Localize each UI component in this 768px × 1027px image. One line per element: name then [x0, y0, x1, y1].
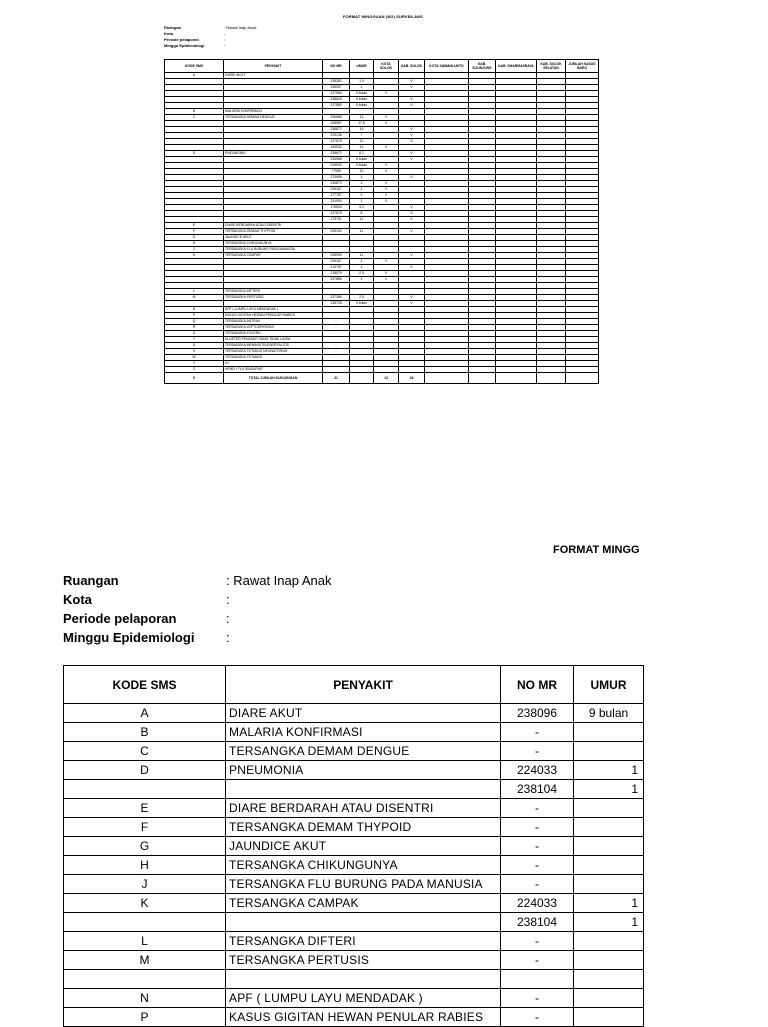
kode-cell: A: [165, 73, 224, 79]
penyakit-cell: [226, 970, 501, 989]
table-row: [64, 970, 644, 989]
no-mr-cell: -: [323, 349, 350, 355]
empty-cell: [469, 373, 496, 384]
kode-cell: Y: [165, 361, 224, 367]
header-value: :: [226, 630, 230, 645]
column-header: JUMLAH KASUS BARU: [566, 60, 599, 73]
kab-solok-cell: V: [399, 265, 425, 271]
kode-cell: E: [165, 223, 224, 229]
kota-solok-cell: V: [374, 91, 399, 97]
header-value: :: [226, 592, 230, 607]
kode-cell: U: [165, 343, 224, 349]
header-field: [63, 609, 332, 628]
kode-cell: N: [165, 307, 224, 313]
umur-cell: 9 bulan: [574, 704, 644, 723]
penyakit-cell: TERSANGKA TETANUS NEONATORUM: [224, 349, 323, 355]
umur-cell: 9 bulan: [350, 163, 374, 169]
no-mr-cell: 108987: [323, 121, 350, 127]
table-row: [64, 913, 644, 932]
kota-solok-cell: V: [374, 115, 399, 121]
umur-cell: 1: [574, 761, 644, 780]
no-mr-cell: -: [501, 875, 574, 894]
no-mr-cell: 224033: [501, 761, 574, 780]
kode-cell: H: [64, 856, 226, 875]
table-row: [64, 856, 644, 875]
kode-cell: C: [165, 115, 224, 121]
kota-solok-cell: V: [374, 145, 399, 151]
no-mr-cell: -: [323, 343, 350, 349]
total-row: [165, 373, 599, 384]
kab-solok-cell: V: [399, 103, 425, 109]
no-mr-cell: 77955: [323, 169, 350, 175]
penyakit-cell: TERSANGKA FLU BURUNG PADA MANUSIA: [224, 247, 323, 253]
kode-cell: J: [64, 875, 226, 894]
header-label: Kota: [164, 31, 173, 36]
column-header: PENYAKIT: [224, 60, 323, 73]
penyakit-cell: PNEUMONIA: [226, 761, 501, 780]
penyakit-cell: DIARE AKUT: [224, 73, 323, 79]
no-mr-cell: 238728: [323, 301, 350, 307]
penyakit-cell: PNEUMONIA: [224, 151, 323, 157]
umur-cell: 2: [350, 181, 374, 187]
kota-solok-cell: V: [374, 181, 399, 187]
kode-cell: H: [165, 241, 224, 247]
header-label: Minggu Epidemiologi: [63, 630, 195, 645]
penyakit-cell: TERSANGKA DEMAM DENGUE: [224, 115, 323, 121]
kode-cell: [64, 780, 226, 799]
kode-cell: L: [165, 289, 224, 295]
kode-cell: E: [64, 799, 226, 818]
total-no-mr: 31: [323, 373, 350, 384]
column-header: KOTA SAWAHLUNTO: [425, 60, 469, 73]
umur-cell: [574, 818, 644, 837]
no-mr-cell: -: [501, 742, 574, 761]
penyakit-cell: TERSANGKA CAMPAK: [226, 894, 501, 913]
no-mr-cell: 238383: [323, 79, 350, 85]
table-header-row: [165, 60, 599, 73]
column-header: KAB. SOLOK: [399, 60, 425, 73]
total-kab-solok: 18: [399, 373, 425, 384]
umur-cell: [574, 932, 644, 951]
header-field: [164, 43, 225, 49]
kode-cell: C: [64, 742, 226, 761]
umur-cell: 10: [350, 139, 374, 145]
no-mr-cell: 238104: [501, 913, 574, 932]
report-title-zoomed: FORMAT MINGG: [553, 544, 640, 556]
no-mr-cell: -: [501, 1008, 574, 1027]
kode-cell: G: [165, 235, 224, 241]
no-mr-cell: -: [501, 723, 574, 742]
umur-cell: 1: [350, 265, 374, 271]
kab-solok-cell: V: [399, 253, 425, 259]
empty-cell: [566, 373, 599, 384]
penyakit-cell: TERSANGKA DEMAM THYPOID: [224, 229, 323, 235]
kota-solok-cell: V: [374, 277, 399, 283]
no-mr-cell: 218079: [323, 271, 350, 277]
surveillance-table-zoomed: [63, 665, 644, 1027]
no-mr-cell: 238672: [323, 151, 350, 157]
kota-solok-cell: V: [374, 271, 399, 277]
umur-cell: [574, 875, 644, 894]
no-mr-cell: 238057: [323, 85, 350, 91]
no-mr-cell: 234968: [323, 157, 350, 163]
header-label: Periode pelaporan: [164, 37, 199, 42]
umur-cell: 8: [350, 211, 374, 217]
umur-cell: 8.2: [350, 151, 374, 157]
no-mr-cell: [501, 970, 574, 989]
kab-solok-cell: V: [399, 175, 425, 181]
penyakit-cell: TERSANGKA FLU BURUNG PADA MANUSIA: [226, 875, 501, 894]
umur-cell: 1: [350, 259, 374, 265]
header-field: [63, 628, 332, 647]
report-page-1: [0, 0, 768, 440]
umur-cell: 11: [350, 253, 374, 259]
penyakit-cell: TERSANGKA CAMPAK: [224, 253, 323, 259]
penyakit-cell: [226, 780, 501, 799]
kode-cell: W: [165, 355, 224, 361]
penyakit-cell: KASUS GIGITAN HEWAN PENULAR RABIES: [224, 313, 323, 319]
column-header: NO MR: [323, 60, 350, 73]
penyakit-cell: KASUS GIGITAN HEWAN PENULAR RABIES: [226, 1008, 501, 1027]
penyakit-cell: TERSANGKA PERTUSIS: [224, 295, 323, 301]
kota-solok-cell: V: [374, 187, 399, 193]
penyakit-cell: [226, 913, 501, 932]
column-header: UMUR: [574, 666, 644, 704]
umur-cell: 1.9: [350, 79, 374, 85]
kode-cell: L: [64, 932, 226, 951]
umur-cell: 17.5: [350, 121, 374, 127]
no-mr-cell: 237386: [323, 295, 350, 301]
no-mr-cell: -: [323, 361, 350, 367]
umur-cell: 4.3: [350, 205, 374, 211]
no-mr-cell: -: [501, 799, 574, 818]
umur-cell: [574, 799, 644, 818]
kode-cell: A: [64, 704, 226, 723]
umur-cell: 11: [350, 229, 374, 235]
kode-cell: F: [165, 229, 224, 235]
table-row: [64, 780, 644, 799]
total-kota-solok: 13: [374, 373, 399, 384]
umur-cell: [574, 951, 644, 970]
no-mr-cell: 223658: [323, 175, 350, 181]
no-mr-cell: -: [323, 367, 350, 373]
penyakit-cell: TERSANGKA ANTRAX: [224, 319, 323, 325]
penyakit-cell: TERSANGKA DIFTERI: [224, 289, 323, 295]
penyakit-cell: JAUNDICE AKUT: [226, 837, 501, 856]
kab-solok-cell: V: [399, 127, 425, 133]
column-header: KODE SMS: [64, 666, 226, 704]
kode-cell: B: [64, 723, 226, 742]
kab-solok-cell: V: [399, 85, 425, 91]
kab-solok-cell: V: [399, 217, 425, 223]
umur-cell: 2.5: [350, 271, 374, 277]
kode-cell: K: [165, 253, 224, 259]
empty-cell: [496, 373, 537, 384]
umur-cell: 9 bulan: [350, 301, 374, 307]
kode-cell: F: [64, 818, 226, 837]
penyakit-cell: TERSANGKA DEMAM THYPOID: [226, 818, 501, 837]
no-mr-cell: -: [501, 932, 574, 951]
umur-cell: 1: [350, 199, 374, 205]
penyakit-cell: TERSANGKA CHIKUNGUNYA: [224, 241, 323, 247]
penyakit-cell: TERSANGKA PERTUSIS: [226, 951, 501, 970]
header-value: :: [224, 43, 226, 48]
surveillance-table: [164, 59, 599, 384]
umur-cell: [574, 989, 644, 1008]
penyakit-cell: DIARE BERDARAH ATAU DISENTRI: [224, 223, 323, 229]
no-mr-cell: 177787: [323, 193, 350, 199]
kota-solok-cell: V: [374, 121, 399, 127]
total-label: TOTAL JUMLAH KUNJUNGAN: [224, 373, 323, 384]
kota-solok-cell: V: [374, 163, 399, 169]
empty-cell: [537, 373, 566, 384]
umur-cell: 1: [350, 187, 374, 193]
umur-cell: 9 bulan: [350, 91, 374, 97]
no-mr-cell: -: [323, 325, 350, 331]
penyakit-cell: MALARIA KONFIRMASI: [226, 723, 501, 742]
no-mr-cell: -: [323, 319, 350, 325]
kota-solok-cell: V: [374, 169, 399, 175]
table-row: [64, 704, 644, 723]
umur-cell: 9: [350, 193, 374, 199]
no-mr-cell: 213757: [323, 265, 350, 271]
no-mr-cell: 224033: [501, 894, 574, 913]
total-kode: X: [165, 373, 224, 384]
kode-cell: R: [165, 325, 224, 331]
penyakit-cell: JAUNDICE AKUT: [224, 235, 323, 241]
kab-solok-cell: V: [399, 151, 425, 157]
umur-cell: 2: [350, 277, 374, 283]
umur-cell: 11: [350, 217, 374, 223]
umur-cell: 1: [350, 85, 374, 91]
no-mr-cell: -: [501, 818, 574, 837]
kode-cell: D: [165, 151, 224, 157]
no-mr-cell: -: [501, 856, 574, 875]
table-row: [64, 723, 644, 742]
penyakit-cell: ILI: [224, 361, 323, 367]
umur-cell: 1: [574, 894, 644, 913]
report-title: FORMAT MINGGUAN (W2) SURVEILANS: [343, 14, 423, 19]
no-mr-cell: -: [323, 313, 350, 319]
penyakit-cell: APF ( LUMPU LAYU MENDADAK ): [226, 989, 501, 1008]
no-mr-cell: -: [323, 337, 350, 343]
kode-cell: Z: [165, 367, 224, 373]
kab-solok-cell: V: [399, 157, 425, 163]
kab-solok-cell: V: [399, 139, 425, 145]
kode-cell: P: [64, 1008, 226, 1027]
table-row: [64, 875, 644, 894]
column-header: UMUR: [350, 60, 374, 73]
column-header: KOTA SOLOK: [374, 60, 399, 73]
no-mr-cell: 153533: [323, 145, 350, 151]
umur-cell: 16: [350, 127, 374, 133]
kode-cell: S: [165, 331, 224, 337]
kode-cell: M: [64, 951, 226, 970]
no-mr-cell: 238095: [323, 253, 350, 259]
kode-cell: G: [64, 837, 226, 856]
no-mr-cell: 226167: [323, 259, 350, 265]
empty-cell: [350, 373, 374, 384]
no-mr-cell: 173791: [323, 217, 350, 223]
penyakit-cell: TERSANGKA KOLERA: [224, 331, 323, 337]
no-mr-cell: 228932: [323, 163, 350, 169]
column-header: KODE SMS: [165, 60, 224, 73]
kota-solok-cell: V: [374, 193, 399, 199]
no-mr-cell: 226167: [323, 187, 350, 193]
kota-solok-cell: V: [374, 259, 399, 265]
kode-cell: [64, 970, 226, 989]
umur-cell: [574, 970, 644, 989]
no-mr-cell: 238629: [323, 97, 350, 103]
penyakit-cell: TERSANGKA LEPTOSPIROSIS: [224, 325, 323, 331]
kode-cell: J: [165, 247, 224, 253]
umur-cell: 7: [350, 133, 374, 139]
header-label: Minggu Epidemiologi: [164, 43, 205, 48]
kode-cell: K: [64, 894, 226, 913]
umur-cell: [574, 742, 644, 761]
no-mr-cell: 237880: [323, 103, 350, 109]
column-header: KAB. SIJUNJUNG: [469, 60, 496, 73]
table-row: [64, 932, 644, 951]
no-mr-cell: 236870: [323, 181, 350, 187]
header-label: Ruangan: [63, 573, 119, 588]
umur-cell: 1: [574, 913, 644, 932]
no-mr-cell: -: [501, 837, 574, 856]
kode-cell: P: [165, 313, 224, 319]
column-header: PENYAKIT: [226, 666, 501, 704]
no-mr-cell: -: [501, 951, 574, 970]
penyakit-cell: HFMD / FLU SINGAPUR: [224, 367, 323, 373]
penyakit-cell: TERSANGKA CHIKUNGUNYA: [226, 856, 501, 875]
no-mr-cell: 238104: [501, 780, 574, 799]
kode-cell: V: [165, 349, 224, 355]
kode-cell: T: [165, 337, 224, 343]
header-value: :: [224, 31, 226, 36]
kab-solok-cell: V: [399, 301, 425, 307]
header-label: Kota: [63, 592, 92, 607]
table-row: [64, 742, 644, 761]
kode-cell: B: [165, 109, 224, 115]
umur-cell: 1: [350, 175, 374, 181]
kode-cell: M: [165, 295, 224, 301]
umur-cell: 13: [350, 145, 374, 151]
umur-cell: 10: [350, 169, 374, 175]
column-header: NO MR: [501, 666, 574, 704]
no-mr-cell: 238096: [501, 704, 574, 723]
no-mr-cell: -: [323, 331, 350, 337]
umur-cell: [574, 837, 644, 856]
penyakit-cell: APF ( LUMPU LAYU MENDADAK ): [224, 307, 323, 313]
no-mr-cell: 178533: [323, 205, 350, 211]
table-row: [64, 894, 644, 913]
table-row: [64, 761, 644, 780]
table-row: [64, 799, 644, 818]
umur-cell: 2.5: [350, 295, 374, 301]
penyakit-cell: DIARE AKUT: [226, 704, 501, 723]
report-header-zoomed: [63, 571, 332, 647]
penyakit-cell: TERSANGKA DEMAM DENGUE: [226, 742, 501, 761]
penyakit-cell: TERSANGKA DIFTERI: [226, 932, 501, 951]
table-row: [64, 989, 644, 1008]
no-mr-cell: 237675: [323, 139, 350, 145]
table-row: [64, 837, 644, 856]
header-field: [63, 590, 332, 609]
empty-cell: [425, 373, 469, 384]
header-value: :: [226, 611, 230, 626]
penyakit-cell: KLUSTER PENYAKIT YANG TIDAK LAZIM: [224, 337, 323, 343]
kab-solok-cell: V: [399, 133, 425, 139]
kab-solok-cell: V: [399, 97, 425, 103]
umur-cell: 1: [574, 780, 644, 799]
no-mr-cell: 236686: [323, 115, 350, 121]
no-mr-cell: 236872: [323, 127, 350, 133]
no-mr-cell: 228194: [323, 229, 350, 235]
column-header: KAB. DHARMASRAYA: [496, 60, 537, 73]
no-mr-cell: 237885: [323, 277, 350, 283]
table-row: [64, 951, 644, 970]
header-value: : Rawat Inap Anak: [224, 25, 257, 30]
kab-solok-cell: V: [399, 211, 425, 217]
kode-cell: D: [64, 761, 226, 780]
kab-solok-cell: V: [399, 79, 425, 85]
column-header: KAB. SOLOK SELATAN: [537, 60, 566, 73]
no-mr-cell: -: [501, 989, 574, 1008]
umur-cell: [574, 856, 644, 875]
umur-cell: 8 bulan: [350, 103, 374, 109]
no-mr-cell: 231993: [323, 199, 350, 205]
no-mr-cell: -: [323, 355, 350, 361]
header-value: :: [224, 37, 226, 42]
header-value: : Rawat Inap Anak: [226, 573, 332, 588]
penyakit-cell: MALARIA KONFIRMASI: [224, 109, 323, 115]
no-mr-cell: 225138: [323, 133, 350, 139]
header-field: [63, 571, 332, 590]
umur-cell: 13: [350, 115, 374, 121]
header-label: Ruangan: [164, 25, 182, 30]
umur-cell: 5 bulan: [350, 157, 374, 163]
umur-cell: [574, 723, 644, 742]
no-mr-cell: 237675: [323, 211, 350, 217]
umur-cell: 5 bulan: [350, 97, 374, 103]
penyakit-cell: TERSANGKA MENINGITIS/ENSEFALITIS: [224, 343, 323, 349]
no-mr-cell: 237566: [323, 91, 350, 97]
kode-cell: N: [64, 989, 226, 1008]
table-header-row: [64, 666, 644, 704]
kode-cell: Q: [165, 319, 224, 325]
kab-solok-cell: V: [399, 295, 425, 301]
penyakit-cell: DIARE BERDARAH ATAU DISENTRI: [226, 799, 501, 818]
kode-cell: [64, 913, 226, 932]
header-label: Periode pelaporan: [63, 611, 177, 626]
kab-solok-cell: V: [399, 229, 425, 235]
table-row: [64, 818, 644, 837]
kab-solok-cell: V: [399, 205, 425, 211]
penyakit-cell: TERSANGKA TETANUS: [224, 355, 323, 361]
no-mr-cell: -: [323, 307, 350, 313]
kota-solok-cell: V: [374, 199, 399, 205]
